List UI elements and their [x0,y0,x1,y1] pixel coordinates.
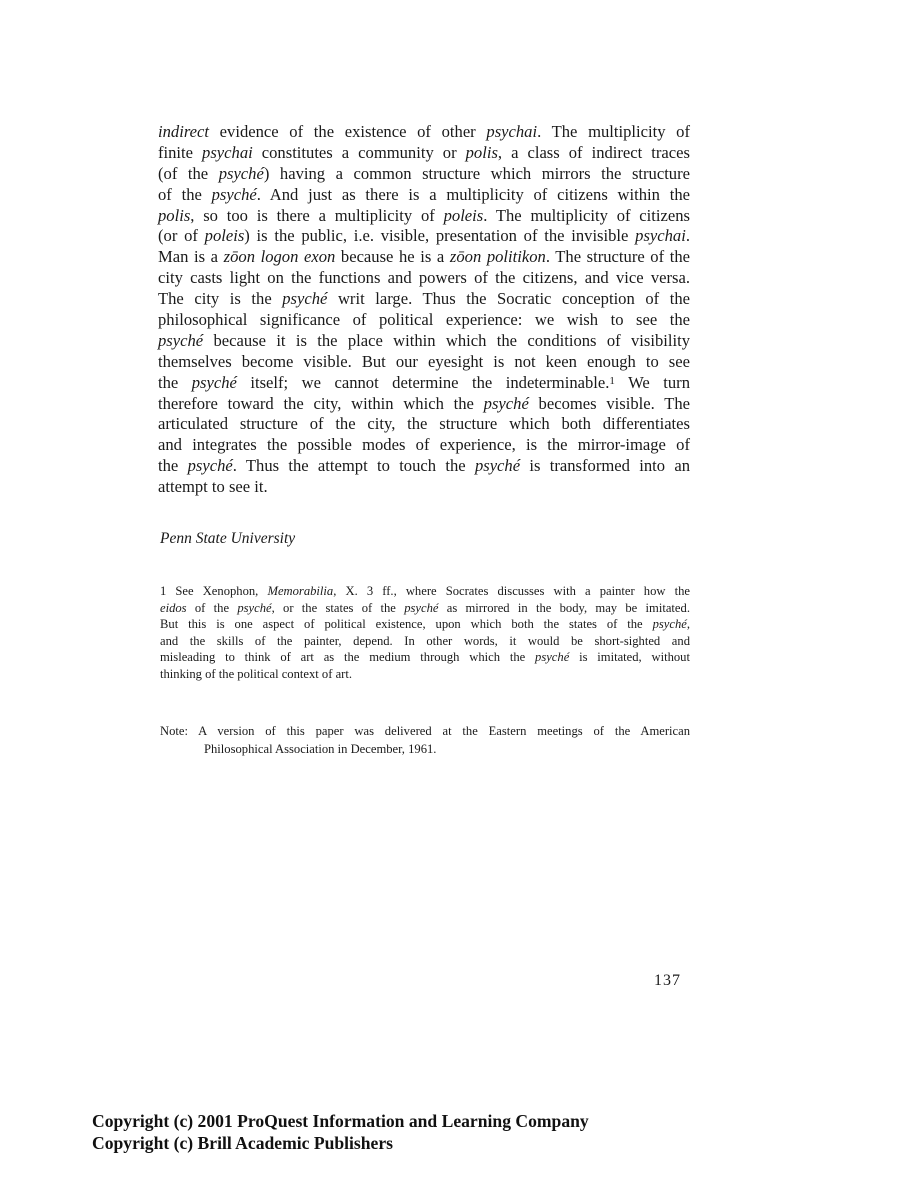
italic-term: psychai [202,142,253,162]
text-run: . The multiplicity of [537,122,690,141]
text-run: 1 See Xenophon, [160,584,268,598]
text-run: (of the [158,163,219,183]
italic-term: poleis [443,205,484,225]
italic-term: eidos [160,600,187,615]
text-run: city casts light on the functions and powers of the citizens, and vice versa. [158,268,690,288]
copyright-line: Copyright (c) Brill Academic Publishers [92,1132,394,1153]
text-line [158,206,690,227]
text-line [158,185,690,206]
text-run: ) having a common structure which mirrors the structure [263,163,690,183]
text-run: finite [158,142,203,162]
text-line [160,633,690,650]
text-run: . The multiplicity of citizens [483,205,690,225]
italic-term: poleis [204,226,245,246]
italic-term: psyché [187,456,233,476]
italic-term: psyché [483,393,529,413]
text-run: and integrates the possible modes of experience, is the mirror-image of [158,435,690,455]
italic-term: psyché [158,330,204,350]
text-run: becomes visible. The [528,393,691,413]
text-line [158,477,690,498]
italic-term: psyché [474,456,521,476]
footnote [160,583,690,683]
text-line [158,373,690,394]
text-run: , a class of indirect traces [497,142,690,162]
text-run: misleading to think of art as the medium through which the [160,650,536,665]
text-line [158,456,690,477]
text-run: is transformed into an [520,456,690,476]
text-run: the [158,372,192,392]
text-run: themselves become visible. But our eyesight is not keen enough to see [158,351,690,371]
text-line [158,164,690,185]
text-run: the [158,456,188,476]
text-line [160,600,690,617]
text-line [158,268,690,289]
copyright-line: Copyright (c) 2001 ProQuest Information and Learning Company [92,1111,589,1131]
italic-term: polis [465,142,498,162]
text-run: is imitated, without [569,650,690,665]
text-run: constitutes a community or [252,142,466,162]
text-line [160,666,690,683]
text-line [158,226,690,247]
text-line [158,247,690,268]
text-line [158,310,690,331]
italic-term: Memorabilia [267,584,334,598]
text-line [160,616,690,633]
italic-term: psychai [635,226,686,246]
presentation-note [160,722,690,758]
text-run: (or of [158,226,205,246]
text-run: , or the states of the [271,600,405,615]
text-run: of the [158,184,212,204]
text-line [158,352,690,373]
italic-term: psyché [535,650,570,665]
text-line [160,649,690,666]
text-line [158,394,690,415]
italic-term: psyché [282,289,328,309]
note-line: Philosophical Association in December, 1961. [204,742,437,756]
text-run: . [685,226,690,246]
italic-term: indirect [158,122,209,141]
text-line [160,583,690,600]
text-line [158,143,690,164]
text-run: . And just as there is a multiplicity of citizens within the [256,184,690,204]
text-run: articulated structure of the city, the structure which both differentiates [158,414,690,434]
text-run: evidence of the existence of other [209,122,487,141]
text-run: itself; we cannot determine the indeterminable. [236,372,610,392]
note-line: Note: A version of this paper was delivered at the Eastern meetings of the American [160,724,690,738]
text-run: philosophical significance of political experience: we wish to see the [158,310,690,330]
italic-term: psyché [191,372,237,392]
text-line [158,289,690,310]
text-run: and the skills of the painter, depend. In other words, it would be short-sighted and [160,633,690,648]
italic-term: psyché [211,184,257,204]
italic-term: psyché [218,163,264,183]
text-run: because he is a [335,247,450,267]
copyright-notice [92,1111,589,1154]
text-run: , so too is there a multiplicity of [190,205,444,225]
text-line [158,414,690,435]
text-run: . The structure of the [545,247,690,267]
text-run: , X. 3 ff., where Socrates discusses with a painter how the [333,584,690,598]
text-run: writ large. Thus the Socratic conception of the [327,289,690,309]
text-run: The city is the [158,289,283,309]
text-run: . Thus the attempt to touch the [232,456,475,476]
text-run: , [686,617,690,632]
text-line [158,435,690,456]
text-run: therefore toward the city, within which the [158,393,484,413]
page-number: 137 [654,972,681,989]
italic-term: zōon politikon [449,247,546,267]
text-run: because it is the place within which the conditions of visibility [203,330,690,350]
italic-term: psyché [652,617,687,632]
text-run: of the [186,600,238,615]
footnote-marker: 1 [609,374,615,387]
italic-term: polis [158,205,191,225]
text-run: attempt to see it. [158,477,268,497]
text-run: We turn [614,372,690,392]
italic-term: psyché [404,600,439,615]
body-paragraph [158,122,690,498]
italic-term: zōon logon exon [223,247,336,267]
italic-term: psychai [486,122,538,141]
text-line [158,122,690,143]
author-affiliation: Penn State University [160,530,296,547]
text-run: ) is the public, i.e. visible, presentation of the invisible [244,226,636,246]
text-run: as mirrored in the body, may be imitated. [438,600,690,615]
text-run: thinking of the political context of art. [160,666,353,681]
text-run: Man is a [158,247,224,267]
italic-term: psyché [237,600,272,615]
text-line [158,331,690,352]
text-run: But this is one aspect of political existence, upon which both the states of the [160,617,653,632]
